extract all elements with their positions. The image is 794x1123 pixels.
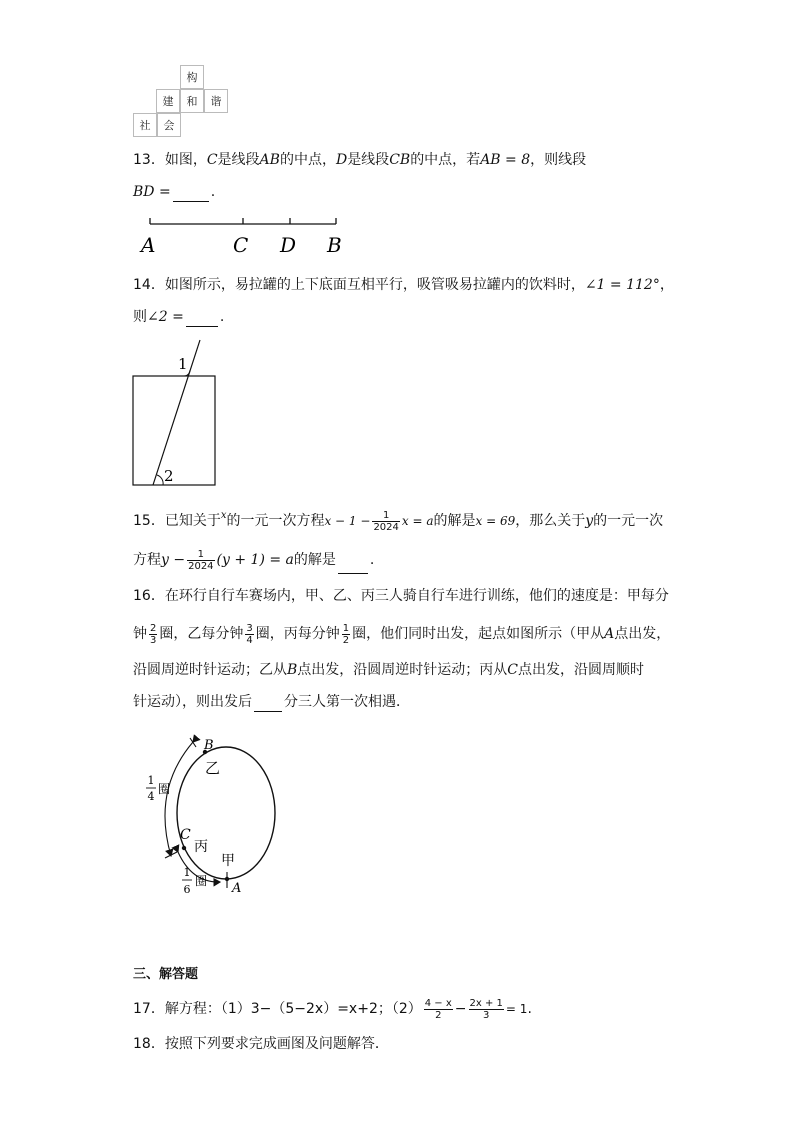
- angle2-arc: [157, 475, 163, 485]
- q16-var-b: B: [287, 662, 298, 678]
- tick-mark-b: [190, 738, 196, 747]
- net-cell: 建: [156, 89, 180, 113]
- q13-condition: AB = 8: [480, 152, 531, 168]
- angle2-label: 2: [164, 467, 174, 485]
- label-c: C: [233, 233, 249, 257]
- q13-answer-blank[interactable]: [173, 201, 209, 202]
- q15-text: 已知关于: [164, 513, 221, 529]
- q17-text: 解方程：（1）3−（5−2x）=x+2；（2）: [164, 1001, 422, 1017]
- point-c: [182, 846, 186, 850]
- q15-text: 的一元一次方程: [226, 513, 325, 529]
- section-title: 三、解答题: [133, 967, 199, 982]
- q16-line3: [133, 660, 644, 680]
- q13-line2: [133, 182, 215, 202]
- frac-num: 3: [246, 622, 253, 634]
- label-c: C: [180, 827, 191, 843]
- q17-minus: −: [454, 1001, 467, 1017]
- frac-den: 3: [483, 1009, 490, 1021]
- q13-text: ，则线段: [530, 152, 587, 168]
- frac-den: 2: [342, 634, 350, 646]
- q14-text: 则: [133, 309, 147, 325]
- q14-number: 14．: [133, 277, 165, 293]
- q15-eq-b: x = a: [401, 514, 434, 528]
- frac-num: 1: [187, 549, 214, 561]
- frac-num: 2: [150, 622, 157, 634]
- q15-solution: x = 69: [475, 514, 516, 528]
- q16-fraction-jia: [149, 623, 157, 646]
- q15-end: .: [369, 552, 375, 568]
- q16-fraction-yi: [245, 623, 253, 646]
- label-yi: 乙: [205, 759, 221, 777]
- frac-den: 4: [246, 634, 253, 646]
- q18-text: 按照下列要求完成画图及问题解答．: [164, 1036, 389, 1052]
- q13-var-cb: CB: [389, 152, 411, 168]
- q15-eq-a: x − 1 −: [324, 514, 371, 528]
- q13-var-d: D: [335, 152, 348, 168]
- frac-den: 2: [435, 1009, 442, 1021]
- net-cell: 社: [133, 113, 157, 137]
- q15-text: 方程: [133, 552, 161, 568]
- frac-den: 2024: [188, 560, 214, 572]
- q16-fraction-bing: [342, 623, 350, 646]
- label-jia: 甲: [221, 853, 235, 869]
- straw-line: [153, 340, 200, 485]
- q18-number: 18．: [133, 1036, 165, 1052]
- q16-var-a: A: [604, 626, 615, 642]
- q14-ask: ∠2 =: [147, 309, 184, 325]
- q13-line1: [133, 150, 586, 170]
- q16-text: 沿圆周逆时针运动；乙从: [133, 662, 287, 678]
- q15-line2: [133, 546, 374, 574]
- quarter-den: 4: [147, 790, 155, 803]
- q16-text: 点出发，: [614, 626, 671, 642]
- sixth-num: 1: [183, 866, 191, 879]
- frac-num: 2x + 1: [469, 997, 503, 1009]
- q16-var-c: C: [507, 662, 519, 678]
- label-a: A: [232, 881, 242, 896]
- q15-eq2-b: (y + 1) = a: [216, 552, 294, 568]
- tick-mark-c: [165, 852, 177, 858]
- label-b: B: [204, 738, 214, 753]
- quarter-quan: 圈: [158, 782, 171, 796]
- q16-line1: [133, 586, 669, 606]
- angle1-label: 1: [178, 355, 188, 373]
- frac-num: 1: [372, 510, 399, 522]
- q16-text: 在环行自行车赛场内，甲、乙、丙三人骑自行车进行训练，他们的速度是：甲每分: [164, 588, 669, 604]
- q17-fraction-2: [469, 998, 504, 1021]
- q16-text: 圈，丙每分钟: [255, 626, 340, 642]
- q17-line: [133, 994, 532, 1024]
- q16-number: 16．: [133, 588, 165, 604]
- q13-var-ab: AB: [259, 152, 280, 168]
- net-cell: 和: [180, 89, 204, 113]
- q15-text: 的解是: [293, 552, 336, 568]
- q14-text: 如图所示，易拉罐的上下底面互相平行，吸管吸易拉罐内的饮料时，: [164, 277, 585, 293]
- q14-answer-blank[interactable]: [186, 326, 218, 327]
- q13-text: 如图，: [164, 152, 207, 168]
- q15-fraction: [372, 510, 399, 533]
- q13-number: 13．: [133, 152, 165, 168]
- label-a: A: [141, 233, 156, 257]
- q16-text: 圈，他们同时出发，起点如图所示（甲从: [352, 626, 605, 642]
- q14-comma: ，: [659, 277, 674, 293]
- q15-text: 的一元一次: [593, 513, 664, 529]
- q15-x: x: [220, 510, 227, 521]
- q15-text: 的解是: [433, 513, 476, 529]
- label-b: B: [327, 233, 342, 257]
- q17-end: .: [527, 1001, 532, 1017]
- frac-num: 1: [342, 622, 350, 634]
- q16-line2: [133, 620, 670, 648]
- q16-text: 点出发，沿圆周逆时针运动；丙从: [297, 662, 508, 678]
- q17-number: 17．: [133, 1001, 165, 1017]
- q18-line: [133, 1034, 389, 1054]
- net-cell: 谐: [204, 89, 228, 113]
- q17-rhs: = 1: [505, 1002, 528, 1016]
- q15-text: ，那么关于: [515, 513, 586, 529]
- q13-segment-figure: [133, 212, 353, 260]
- q13-text: 的中点，: [279, 152, 336, 168]
- q14-end: .: [219, 309, 225, 325]
- sixth-den: 6: [183, 883, 191, 896]
- q15-answer-blank[interactable]: [338, 573, 368, 574]
- q16-track-figure: [130, 730, 290, 905]
- q16-text: 点出发，沿圆周顺时: [518, 662, 645, 678]
- quarter-num: 1: [147, 774, 155, 787]
- q13-text: 是线段: [347, 152, 390, 168]
- q15-number: 15．: [133, 513, 165, 529]
- q16-text: 针运动），则出发后: [133, 694, 252, 710]
- q13-bd: BD =: [133, 184, 171, 200]
- net-figure: [133, 65, 233, 139]
- frac-den: 3: [150, 634, 157, 646]
- q14-line1: [133, 275, 674, 295]
- q16-text: 钟: [133, 626, 147, 642]
- label-bing: 丙: [194, 839, 208, 855]
- q16-text: 圈，乙每分钟: [159, 626, 244, 642]
- can-rect: [133, 376, 215, 485]
- q13-text: 是线段: [217, 152, 260, 168]
- q13-var-c: C: [206, 152, 218, 168]
- frac-num: 4 − x: [424, 997, 452, 1009]
- q16-answer-blank[interactable]: [254, 711, 282, 712]
- q17-fraction-1: [424, 998, 453, 1021]
- net-cell: 构: [180, 65, 204, 89]
- q14-line2: [133, 307, 224, 327]
- q15-line1: [133, 507, 663, 535]
- q16-text: 分三人第一次相遇．: [284, 694, 410, 710]
- q14-can-figure: [130, 338, 230, 490]
- q13-text: 的中点，若: [410, 152, 481, 168]
- sixth-quan: 圈: [195, 874, 208, 888]
- q15-y: y: [585, 513, 594, 529]
- q16-line4: [133, 692, 410, 712]
- q13-end: .: [210, 184, 216, 200]
- label-d: D: [280, 233, 297, 257]
- q14-condition: ∠1 = 112°: [584, 277, 660, 293]
- frac-den: 2024: [373, 521, 399, 533]
- q15-fraction-2: [187, 549, 214, 572]
- net-cell: 会: [157, 113, 181, 137]
- q15-eq2-a: y −: [161, 552, 186, 568]
